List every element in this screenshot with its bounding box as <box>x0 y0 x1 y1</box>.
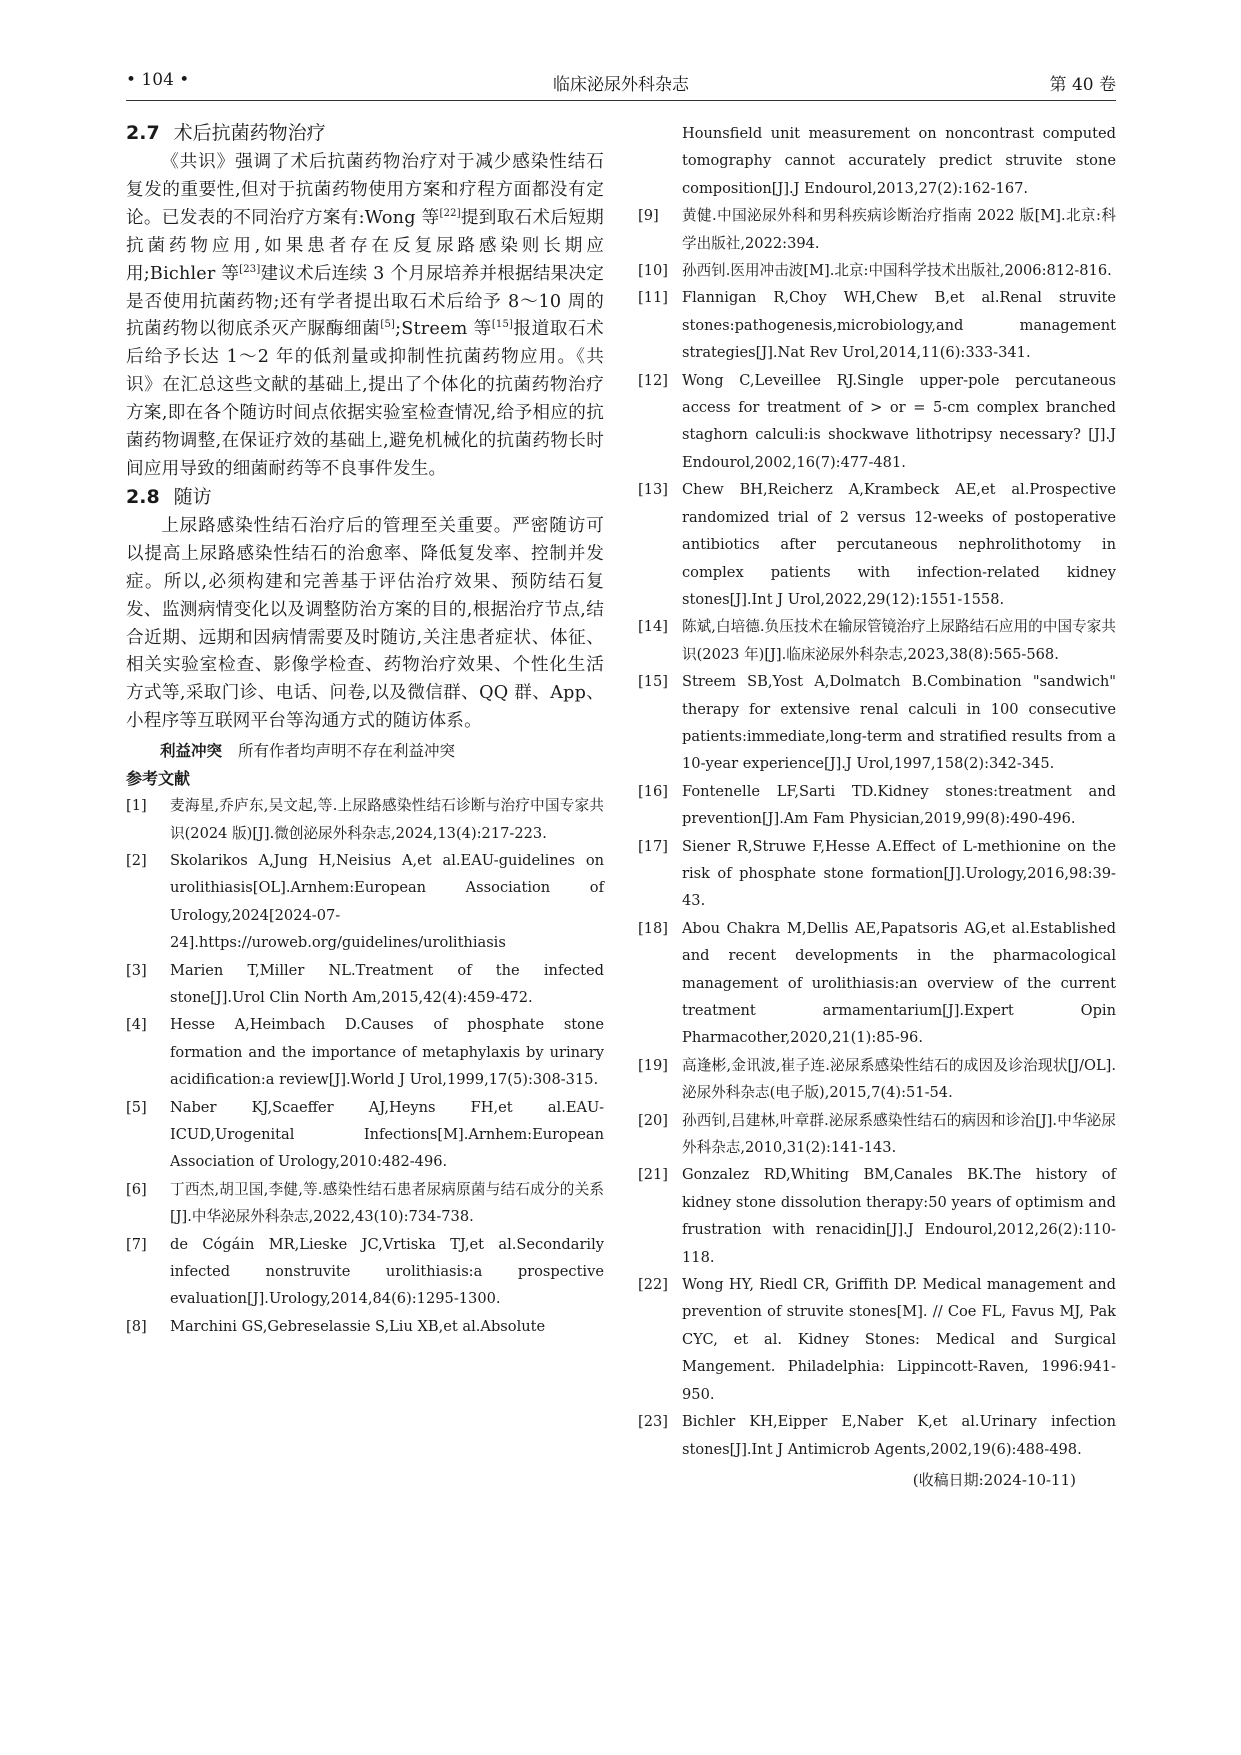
section-title: 随访 <box>173 485 212 508</box>
ref-number: [1] <box>126 797 147 815</box>
header-rule <box>126 100 1116 101</box>
reference-item <box>638 1161 1116 1271</box>
ref-text: Wong HY, Riedl CR, Griffith DP. Medical management and prevention of struvite stones[M]. // Coe FL, Favus MJ, Pak CYC, et al. Kidney Stones: Medical and Surgical Mangement. Philadelphia: Lippincott-Raven, 1996:941-950. <box>682 1276 1116 1403</box>
citation: [5] <box>380 319 396 331</box>
journal-title: 临床泌尿外科杂志 <box>553 75 689 95</box>
section-heading-2-8 <box>126 484 604 511</box>
ref-text: Flannigan R,Choy WH,Chew B,et al.Renal struvite stones:pathogenesis,microbiology,and management strategies[J].Nat Rev Urol,2014,11(6):333-341. <box>682 289 1116 362</box>
ref-text: de Cógáin MR,Lieske JC,Vrtiska TJ,et al.Secondarily infected nonstruvite urolithiasis:a prospective evaluation[J].Urology,2014,84(6):1295-1300. <box>170 1235 604 1308</box>
ref-number: [3] <box>126 961 147 979</box>
ref-text: Hesse A,Heimbach D.Causes of phosphate stone formation and the importance of metaphylaxis by urinary acidification:a review[J].World J Urol,1999,17(5):308-315. <box>170 1016 604 1089</box>
ref-text: 孙西钊.医用冲击波[M].北京:中国科学技术出版社,2006:812-816. <box>682 262 1112 280</box>
section-heading-2-7 <box>126 120 604 147</box>
references-heading: 参考文献 <box>126 769 191 789</box>
ref-number: [10] <box>638 262 668 280</box>
reference-item <box>638 476 1116 613</box>
reference-item <box>126 1094 604 1176</box>
ref-number: [13] <box>638 481 668 499</box>
reference-item <box>638 1408 1116 1463</box>
received-date: (收稿日期:2024-10-11) <box>912 1470 1076 1489</box>
citation: [23] <box>239 263 261 275</box>
reference-item <box>638 668 1116 778</box>
reference-item <box>638 833 1116 915</box>
citation: [15] <box>491 319 514 331</box>
ref-text: Naber KJ,Scaeffer AJ,Heyns FH,et al.EAU-ICUD,Urogenital Infections[M].Arnhem:European Association of Urology,2010:482-496. <box>170 1098 604 1171</box>
reference-item <box>638 367 1116 477</box>
reference-item <box>126 1313 604 1340</box>
text-run: 报道取石术后给予长达 1～2 年的低剂量或抑制性抗菌药物应用。《共识》在汇总这些文献的基础上,提出了个体化的抗菌药物治疗方案,即在各个随访时间点依据实验室检查情况,给予相应的抗菌药物调整,在保证疗效的基础上,避免机械化的抗菌药物长时间应用导致的细菌耐药等不良事件发生。 <box>126 319 604 479</box>
ref-text: Bichler KH,Eipper E,Naber K,et al.Urinary infection stones[J].Int J Antimicrob Agents,2002,19(6):488-498. <box>682 1413 1116 1458</box>
ref-number: [21] <box>638 1166 668 1184</box>
ref-number <box>638 120 682 202</box>
reference-list-right <box>638 120 1116 1463</box>
ref-number: [11] <box>638 289 668 307</box>
reference-item <box>126 792 604 847</box>
ref-text: Fontenelle LF,Sarti TD.Kidney stones:treatment and prevention[J].Am Fam Physician,2019,99(8):490-496. <box>682 782 1116 828</box>
ref-number: [15] <box>638 673 668 691</box>
ref-number: [20] <box>638 1111 668 1129</box>
text-run: 《共识》强调了术后抗菌药物治疗对于减少感染性结石复发的重要性,但对于抗菌药物使用方案和疗程方面都没有定论。已发表的不同治疗方案有:Wong 等 <box>126 152 604 228</box>
ref-number: [2] <box>126 851 147 869</box>
ref-text: 丁西杰,胡卫国,李健,等.感染性结石患者尿病原菌与结石成分的关系[J].中华泌尿外科杂志,2022,43(10):734-738. <box>170 1180 604 1226</box>
paragraph-antibiotics <box>126 149 604 484</box>
volume-label: 第 40 卷 <box>1049 75 1116 95</box>
section-number: 2.8 <box>126 485 160 508</box>
ref-number: [19] <box>638 1056 668 1074</box>
text-run: 提到取石术后短期抗菌药物应用,如果患者存在反复尿路感染则长期应用;Bichler 等 <box>126 207 604 284</box>
reference-item <box>638 613 1116 668</box>
ref-text: Marchini GS,Gebreselassie S,Liu XB,et al.Absolute <box>170 1317 546 1335</box>
ref-text: 陈斌,白培德.负压技术在输尿管镜治疗上尿路结石应用的中国专家共识(2023 年)[J].临床泌尿外科杂志,2023,38(8):565-568. <box>682 618 1116 663</box>
ref-text: 麦海星,乔庐东,吴文起,等.上尿路感染性结石诊断与治疗中国专家共识(2024 版)[J].微创泌尿外科杂志,2024,13(4):217-223. <box>170 797 604 842</box>
ref-number: [8] <box>126 1317 147 1335</box>
ref-number: [17] <box>638 837 668 855</box>
conflict-of-interest <box>126 738 604 764</box>
ref-number: [23] <box>638 1413 668 1431</box>
ref-number: [5] <box>126 1098 147 1116</box>
ref-number: [7] <box>126 1235 147 1253</box>
reference-item <box>126 1176 604 1231</box>
page-number: • 104 • <box>126 70 190 90</box>
ref-number: [4] <box>126 1016 147 1034</box>
ref-text: 黄健.中国泌尿外科和男科疾病诊断治疗指南 2022 版[M].北京:科学出版社,2022:394. <box>682 207 1116 252</box>
reference-item <box>126 957 604 1012</box>
text-run: ;Streem 等 <box>395 319 492 340</box>
page-header <box>126 68 1116 100</box>
coi-label: 利益冲突 <box>160 742 223 761</box>
ref-text: Marien T,Miller NL.Treatment of the infected stone[J].Urol Clin North Am,2015,42(4):459-472. <box>170 961 604 1006</box>
ref-number: [18] <box>638 919 668 937</box>
reference-item <box>638 284 1116 366</box>
right-column <box>638 120 1116 1493</box>
reference-item <box>126 1231 604 1313</box>
reference-item <box>126 1011 604 1093</box>
reference-item <box>638 915 1116 1052</box>
ref-text: Gonzalez RD,Whiting BM,Canales BK.The history of kidney stone dissolution therapy:50 years of optimism and frustration with renacidin[J].J Endourol,2012,26(2):110-118. <box>682 1166 1116 1266</box>
reference-item <box>638 1052 1116 1107</box>
ref-text: Abou Chakra M,Dellis AE,Papatsoris AG,et al.Established and recent developments in the pharmacological management of urolithiasis:an overview of the current treatment armamentarium[J].Expert Opin Pharmacother,2020,21(1):85-96. <box>682 919 1116 1047</box>
ref-number: [16] <box>638 782 668 800</box>
coi-text: 所有作者均声明不存在利益冲突 <box>238 742 456 761</box>
ref-text: Wong C,Leveillee RJ.Single upper-pole percutaneous access for treatment of > or = 5-cm complex branched staghorn calculi:is shockwave lithotripsy necessary? [J].J Endourol,2002,16(7):477-481. <box>682 371 1116 471</box>
ref-text: Streem SB,Yost A,Dolmatch B.Combination "sandwich" therapy for extensive renal calculi in 100 consecutive patients:immediate,long-term and stratified results from a 10-year experience[J].J Urol,1997,158(2):342-345. <box>682 673 1116 773</box>
ref-text: Chew BH,Reicherz A,Krambeck AE,et al.Prospective randomized trial of 2 versus 12-weeks of postoperative antibiotics after percutaneous nephrolithotomy in complex patients with infection-related kidney stones[J].Int J Urol,2022,29(12):1551-1558. <box>682 481 1116 608</box>
ref-text: 高逢彬,金讯波,崔子连.泌尿系感染性结石的成因及诊治现状[J/OL].泌尿外科杂志(电子版),2015,7(4):51-54. <box>682 1056 1116 1102</box>
left-column <box>126 120 604 1340</box>
reference-item <box>638 778 1116 833</box>
reference-item <box>126 847 604 957</box>
ref-number: [9] <box>638 207 659 225</box>
section-title: 术后抗菌药物治疗 <box>173 122 326 144</box>
paragraph-followup: 上尿路感染性结石治疗后的管理至关重要。严密随访可以提高上尿路感染性结石的治愈率、降低复发率、控制并发症。所以,必须构建和完善基于评估治疗效果、预防结石复发、监测病情变化以及调整防治方案的目的,根据治疗节点,结合近期、远期和因病情需要及时随访,关注患者症状、体征、相关实验室检查、影像学检查、药物治疗效果、个性化生活方式等,采取门诊、电话、问卷,以及微信群、QQ 群、App、小程序等互联网平台等沟通方式的随访体系。 <box>126 515 604 732</box>
text-run: 建议术后连续 3 个月尿培养并根据结果决定是否使用抗菌药物;还有学者提出取石术后给予 8～10 周的抗菌药物以彻底杀灭产脲酶细菌 <box>126 263 604 340</box>
ref-number: [12] <box>638 371 668 389</box>
reference-item-continued <box>638 120 1116 202</box>
reference-list-left <box>126 792 604 1340</box>
ref-text: Skolarikos A,Jung H,Neisius A,et al.EAU-guidelines on urolithiasis[OL].Arnhem:European Association of Urology,2024[2024-07-24].https://uroweb.org/guidelines/urolithiasis <box>170 851 604 952</box>
ref-number: [6] <box>126 1180 147 1198</box>
ref-text: 孙西钊,吕建林,叶章群.泌尿系感染性结石的病因和诊治[J].中华泌尿外科杂志,2010,31(2):141-143. <box>682 1111 1116 1157</box>
ref-text: Siener R,Struwe F,Hesse A.Effect of L-methionine on the risk of phosphate stone formation[J].Urology,2016,98:39-43. <box>682 837 1116 910</box>
ref-number: [22] <box>638 1276 668 1294</box>
reference-item <box>638 202 1116 257</box>
section-number: 2.7 <box>126 122 160 144</box>
citation: [22] <box>439 207 461 219</box>
ref-number: [14] <box>638 618 668 636</box>
reference-item <box>638 1107 1116 1162</box>
ref-text: Hounsfield unit measurement on noncontrast computed tomography cannot accurately predict struvite stone composition[J].J Endourol,2013,27(2):162-167. <box>682 125 1116 197</box>
reference-item <box>638 257 1116 284</box>
reference-item <box>638 1271 1116 1408</box>
